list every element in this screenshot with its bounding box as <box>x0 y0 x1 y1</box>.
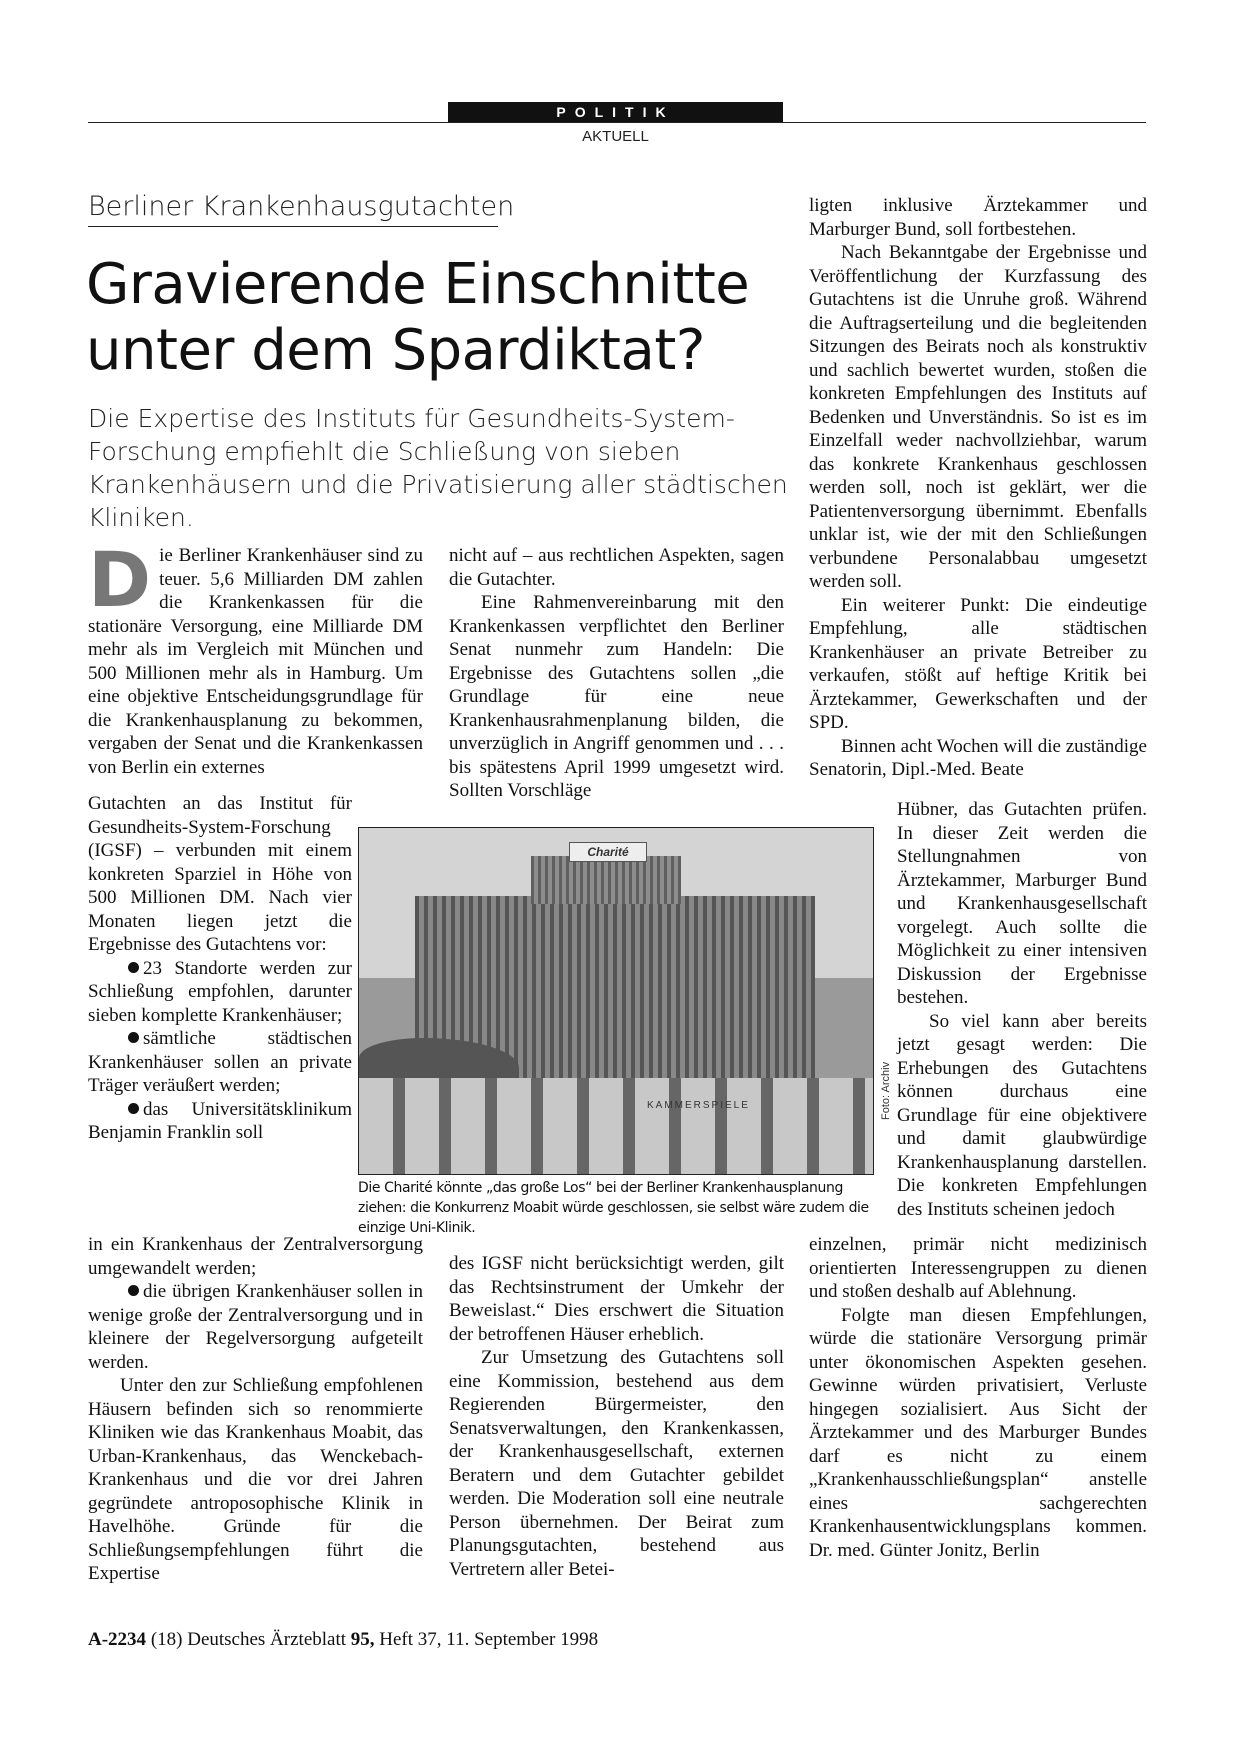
column-2-top <box>449 544 784 803</box>
bullet-item: die übrigen Krankenhäuser sollen in wenige große der Zentralversorgung und in kleinere der Regelversorgung aufgeteilt werden. <box>88 1281 423 1373</box>
column-2-bottom <box>449 1252 784 1581</box>
paragraph: ie Berliner Krankenhäuser sind zu teuer. 5,6 Milliarden DM zahlen die Krankenkassen für die stationäre Versorgung, eine Milliarde DM mehr als im Vergleich mit München und 500 Millionen mehr als in Hamburg. Um eine objektive Entscheidungsgrundlage für die Krankenhausplanung zu bekommen, vergaben der Senat und die Krankenkassen von Berlin ein externes <box>88 545 423 778</box>
headline-line-1: Gravierende Einschnitte <box>86 252 750 317</box>
photo-lower-building <box>359 1078 873 1174</box>
photo-lower-sign: KAMMERSPIELE <box>647 1100 750 1111</box>
paragraph: nicht auf – aus rechtlichen Aspekten, sagen die Gutachter. <box>449 545 784 590</box>
paragraph: Ein weiterer Punkt: Die eindeutige Empfehlung, alle städtischen Krankenhäuser an private Betreiber zu verkaufen, stößt auf heftige Kritik bei Ärztekammer, Gewerkschaften und der SPD. <box>809 594 1147 733</box>
article-kicker: Berliner Krankenhausgutachten <box>88 191 498 227</box>
paragraph: Folgte man diesen Empfehlungen, würde die stationäre Versorgung primär unter ökonomischen Aspekten gesehen. Gewinne würden privatisiert, Verluste hingegen sozialisiert. Aus Sicht der Ärztekammer und des Marburger Bundes darf es nicht zu einem „Krankenhausschließungsplan“ anstelle eines sachgerechten Krankenhausentwicklungsplans kommen. Dr. med. Günter Jonitz, Berlin <box>809 1304 1147 1561</box>
photo-tower <box>531 856 681 904</box>
photo-caption: Die Charité könnte „das große Los“ bei der Berliner Krankenhausplanung ziehen: die Konkurrenz Moabit würde geschlossen, sie selbst wäre zudem die einzige Uni-Klinik. <box>358 1180 869 1236</box>
page-footer <box>88 1629 598 1651</box>
page-number: A-2234 <box>88 1629 147 1650</box>
bullet-icon <box>128 1103 139 1114</box>
column-1-wrap <box>88 792 352 1145</box>
subsection-label: AKTUELL <box>582 128 649 145</box>
bullet-icon <box>128 1032 139 1043</box>
paragraph: einzelnen, primär nicht medizinisch orientierten Interessengruppen zu dienen und stoßen deshalb auf Ablehnung. <box>809 1234 1147 1302</box>
paragraph: des IGSF nicht berücksichtigt werden, gilt das Rechtsinstrument der Umkehr der Beweislast.“ Dies erschwert die Situation der betroffenen Häuser erheblich. <box>449 1253 784 1345</box>
headline-line-2: unter dem Spardiktat? <box>86 318 706 383</box>
column-1-bottom <box>88 1233 423 1586</box>
section-label: POLITIK <box>448 102 783 122</box>
paragraph: ligten inklusive Ärztekammer und Marburger Bund, soll fortbestehen. <box>809 195 1147 240</box>
bullet-item: das Universitätsklinikum Benjamin Franklin soll <box>88 1098 352 1143</box>
footer-journal: (18) Deutsches Ärzteblatt <box>150 1629 347 1650</box>
header-rule <box>88 122 1146 123</box>
column-3-top <box>809 194 1147 782</box>
drop-cap: D <box>88 535 152 624</box>
paragraph: Binnen acht Wochen will die zuständige Senatorin, Dipl.-Med. Beate <box>809 735 1147 780</box>
paragraph: Eine Rahmenvereinbarung mit den Krankenkassen verpflichtet den Berliner Senat nunmehr zum Handeln: Die Ergebnisse des Gutachtens sollen „die Grundlage für eine neue Krankenhausrahmenplanung bilden, die unverzüglich in Angriff genommen und . . . bis spätestens April 1999 umgesetzt wird. Sollten Vorschläge <box>449 592 784 801</box>
article-headline <box>86 252 786 384</box>
photo-credit: Foto: Archiv <box>880 1061 892 1120</box>
paragraph: Nach Bekanntgabe der Ergebnisse und Veröffentlichung der Kurzfassung des Gutachtens ist die Unruhe groß. Während die Auftragserteilung und die begleitenden Sitzungen des Beirats noch als konstruktiv und sachlich bewertet wurden, stoßen die konkreten Empfehlungen des Instituts auf Bedenken und Unverständnis. So ist es im Einzelfall weder nachvollziehbar, warum das konkrete Krankenhaus geschlossen werden soll, noch ist geklärt, wer die Patientenversorgung übernimmt. Ebenfalls unklar ist, wie der mit den Schließungen verbundene Personalabbau umgesetzt werden soll. <box>809 242 1147 592</box>
hospital-photo <box>358 827 874 1175</box>
paragraph: Zur Umsetzung des Gutachtens soll eine Kommission, bestehend aus dem Regierenden Bürgermeister, den Senatsverwaltungen, den Krankenkassen, der Krankenhausgesellschaft, externen Beratern und dem Gutachter gebildet werden. Die Moderation soll eine neutrale Person übernehmen. Der Beirat zum Planungsgutachten, bestehend aus Vertretern aller Betei- <box>449 1347 784 1580</box>
footer-volume: 95, <box>350 1629 375 1650</box>
paragraph: Hübner, das Gutachten prüfen. In dieser Zeit werden die Stellungnahmen von Ärztekammer, Marburger Bund und Krankenhausgesellschaft vorgelegt. Auch sollte die Möglichkeit zu einer intensiven Diskussion der Ergebnisse bestehen. <box>897 799 1147 1008</box>
article-lead: Die Expertise des Instituts für Gesundheits-System-Forschung empfiehlt die Schließung von sieben Krankenhäusern und die Privatisierung aller städtischen Kliniken. <box>88 404 788 532</box>
paragraph: in ein Krankenhaus der Zentralversorgung umgewandelt werden; <box>88 1234 423 1279</box>
column-3-bottom <box>809 1233 1147 1562</box>
footer-issue: Heft 37, 11. September 1998 <box>379 1629 599 1650</box>
column-1-top <box>88 535 423 779</box>
bullet-item: 23 Standorte werden zur Schließung empfohlen, darunter sieben komplette Krankenhäuser; <box>88 957 352 1026</box>
photo-sign: Charité <box>569 842 647 862</box>
paragraph: Gutachten an das Institut für Gesundheits-System-Forschung (IGSF) – verbunden mit einem konkreten Sparziel in Höhe von 500 Millionen DM. Nach vier Monaten liegen jetzt die Ergebnisse des Gutachtens vor: <box>88 793 352 955</box>
bullet-icon <box>128 962 139 973</box>
paragraph: So viel kann aber bereits jetzt gesagt werden: Die Erhebungen des Gutachtens können durchaus eine Grundlage für eine objektivere und damit glaubwürdige Krankenhausplanung darstellen. Die konkreten Empfehlungen des Instituts scheinen jedoch <box>897 1010 1147 1220</box>
paragraph: Unter den zur Schließung empfohlenen Häusern befinden sich so renommierte Kliniken wie das Krankenhaus Moabit, das Urban-Krankenhaus, das Wenckebach-Krankenhaus und die vor drei Jahren gegründete antroposophische Klinik in Havelhöhe. Gründe für die Schließungsempfehlungen führt die Expertise <box>88 1375 423 1584</box>
bullet-icon <box>128 1285 139 1296</box>
bullet-item: sämtliche städtischen Krankenhäuser sollen an private Träger veräußert werden; <box>88 1028 352 1096</box>
column-3-wrap <box>897 798 1147 1221</box>
